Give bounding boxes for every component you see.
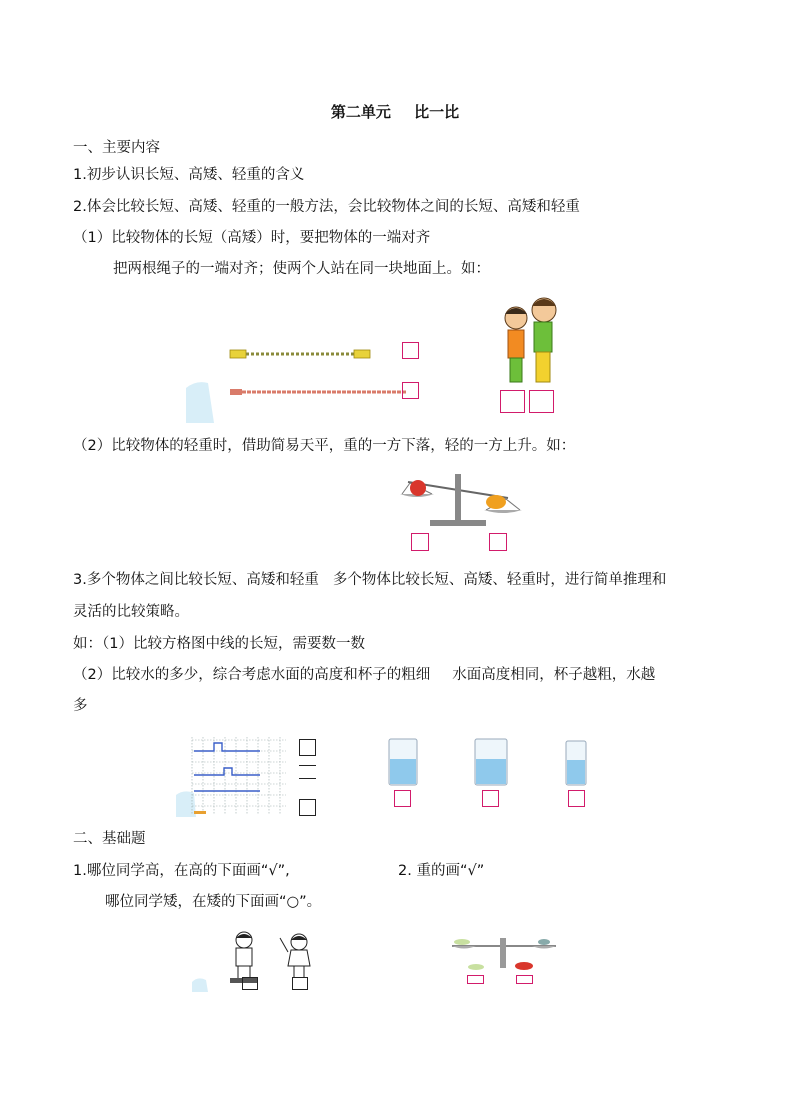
point-3-detail: 多个物体比较长短、高矮、轻重时，进行简单推理和 (332, 572, 667, 588)
point-3-2-line-1 (73, 665, 655, 685)
balance-scale-icon (448, 936, 560, 972)
question-1-line-1: 1.哪位同学高，在高的下面画“√”, (73, 863, 290, 879)
grid-icon (176, 735, 290, 817)
answer-box-scale-left[interactable] (411, 533, 429, 551)
balance-scale-icon (396, 464, 526, 530)
answer-box-child-1[interactable] (500, 390, 525, 413)
answer-box-cup-2[interactable] (482, 790, 499, 807)
point-3-line-2: 灵活的比较策略。 (73, 604, 189, 620)
grid-line-mark-1 (299, 765, 316, 766)
cup-icon (388, 738, 418, 786)
section-heading-basic: 二、基础题 (73, 831, 146, 847)
point-2-1: （1）比较物体的长短（高矮）时，要把物体的一端对齐 (73, 230, 431, 246)
point-3-2-part-b: 水面高度相同，杯子越粗，水越 (452, 667, 656, 683)
grid-line-mark-2 (299, 778, 316, 779)
point-2-1-example: 把两根绳子的一端对齐；使两个人站在同一块地面上。如： (113, 261, 490, 277)
answer-box-rope-1[interactable] (402, 342, 419, 359)
answer-box-scale-right[interactable] (489, 533, 507, 551)
point-3-2-line-2: 多 (73, 698, 88, 714)
answer-box-student-1[interactable] (242, 977, 258, 990)
point-3-1: 如：（1）比较方格图中线的长短，需要数一数 (73, 636, 365, 652)
cup-icon (474, 738, 508, 786)
point-1: 1.初步认识长短、高矮、轻重的含义 (73, 167, 305, 183)
question-2: 2. 重的画“√” (398, 863, 485, 879)
answer-box-child-2[interactable] (529, 390, 554, 413)
rope-icon (186, 338, 426, 428)
answer-box-grid-3[interactable] (299, 799, 316, 816)
answer-box-student-2[interactable] (292, 977, 308, 990)
answer-box-cup-3[interactable] (568, 790, 585, 807)
question-1-line-2: 哪位同学矮，在矮的下面画“○”。 (105, 894, 322, 910)
answer-box-weight-1[interactable] (467, 975, 484, 984)
page-title: 第二单元 比一比 (330, 103, 460, 121)
children-icon (496, 292, 566, 392)
point-2: 2.体会比较长短、高矮、轻重的一般方法，会比较物体之间的长短、高矮和轻重 (73, 199, 580, 215)
answer-box-rope-2[interactable] (402, 382, 419, 399)
point-3-line-1 (73, 570, 666, 590)
point-2-2: （2）比较物体的轻重时，借助简易天平，重的一方下落，轻的一方上升。如： (73, 438, 576, 454)
point-3-2-part-a: （2）比较水的多少，综合考虑水面的高度和杯子的粗细 (73, 667, 431, 683)
answer-box-cup-1[interactable] (394, 790, 411, 807)
answer-box-grid-1[interactable] (299, 739, 316, 756)
point-3-heading: 3.多个物体之间比较长短、高矮和轻重 (73, 572, 319, 588)
cup-icon (565, 740, 587, 786)
section-heading-main: 一、主要内容 (73, 140, 160, 156)
answer-box-weight-2[interactable] (516, 975, 533, 984)
